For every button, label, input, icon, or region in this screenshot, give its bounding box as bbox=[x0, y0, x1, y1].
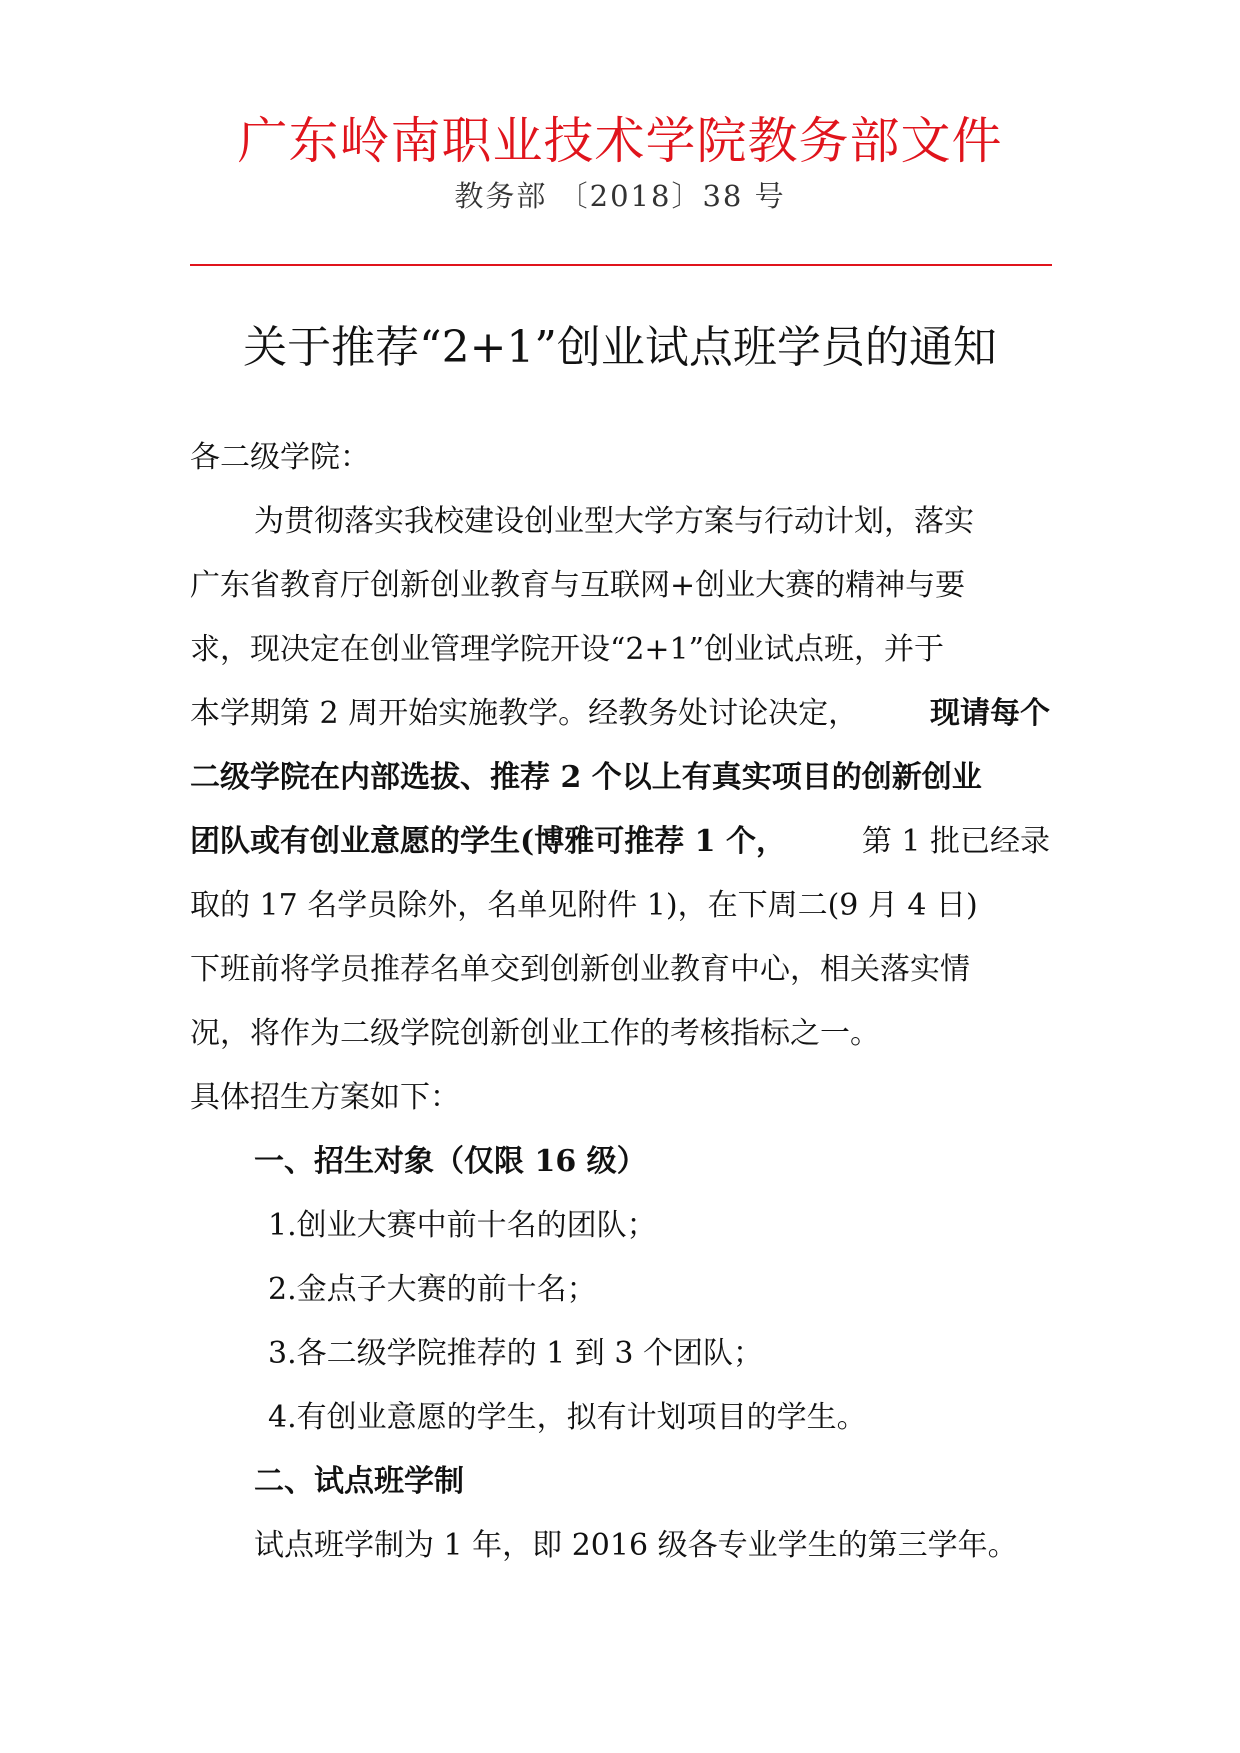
body-line-8: 下班前将学员推荐名单交到创新创业教育中心，相关落实情 bbox=[190, 952, 970, 987]
body-line-2: 广东省教育厅创新创业教育与互联网+创业大赛的精神与要 bbox=[190, 568, 966, 603]
body-line-6 bbox=[190, 822, 1050, 862]
body-line-6-emphasis: 团队或有创业意愿的学生(博雅可推荐 1 个， bbox=[190, 824, 786, 859]
section-1-heading: 一、招生对象（仅限 16 级） bbox=[254, 1144, 647, 1179]
body-line-1: 为贯彻落实我校建设创业型大学方案与行动计划，落实 bbox=[254, 504, 974, 539]
document-number: 教务部 〔2018〕38 号 bbox=[454, 179, 786, 213]
body-line-5-emphasis: 二级学院在内部选拔、推荐 2 个以上有真实项目的创新创业 bbox=[190, 760, 982, 795]
section-1-item-2: 2.金点子大赛的前十名； bbox=[268, 1272, 597, 1307]
salutation: 各二级学院： bbox=[190, 440, 370, 475]
body-line-4 bbox=[190, 694, 1050, 734]
section-1-item-3: 3.各二级学院推荐的 1 到 3 个团队； bbox=[268, 1336, 763, 1371]
plan-intro: 具体招生方案如下： bbox=[190, 1080, 460, 1115]
body-line-4-emphasis: 现请每个 bbox=[930, 696, 1050, 731]
section-2-heading: 二、试点班学制 bbox=[254, 1464, 464, 1499]
notice-title: 关于推荐“2+1”创业试点班学员的通知 bbox=[243, 322, 997, 373]
header-divider bbox=[190, 264, 1052, 266]
section-1-item-1: 1.创业大赛中前十名的团队； bbox=[268, 1208, 657, 1243]
body-line-4-regular: 本学期第 2 周开始实施教学。经教务处讨论决定， bbox=[190, 696, 859, 731]
section-1-item-4: 4.有创业意愿的学生，拟有计划项目的学生。 bbox=[268, 1400, 867, 1435]
body-line-7: 取的 17 名学员除外，名单见附件 1)，在下周二(9 月 4 日) bbox=[190, 888, 978, 923]
issuer-header-title: 广东岭南职业技术学院教务部文件 bbox=[237, 112, 1003, 170]
section-2-text: 试点班学制为 1 年，即 2016 级各专业学生的第三学年。 bbox=[254, 1528, 1018, 1563]
body-line-6-regular: 第 1 批已经录 bbox=[861, 824, 1050, 859]
body-line-9: 况，将作为二级学院创新创业工作的考核指标之一。 bbox=[190, 1016, 880, 1051]
body-line-3: 求，现决定在创业管理学院开设“2+1”创业试点班，并于 bbox=[190, 632, 944, 667]
